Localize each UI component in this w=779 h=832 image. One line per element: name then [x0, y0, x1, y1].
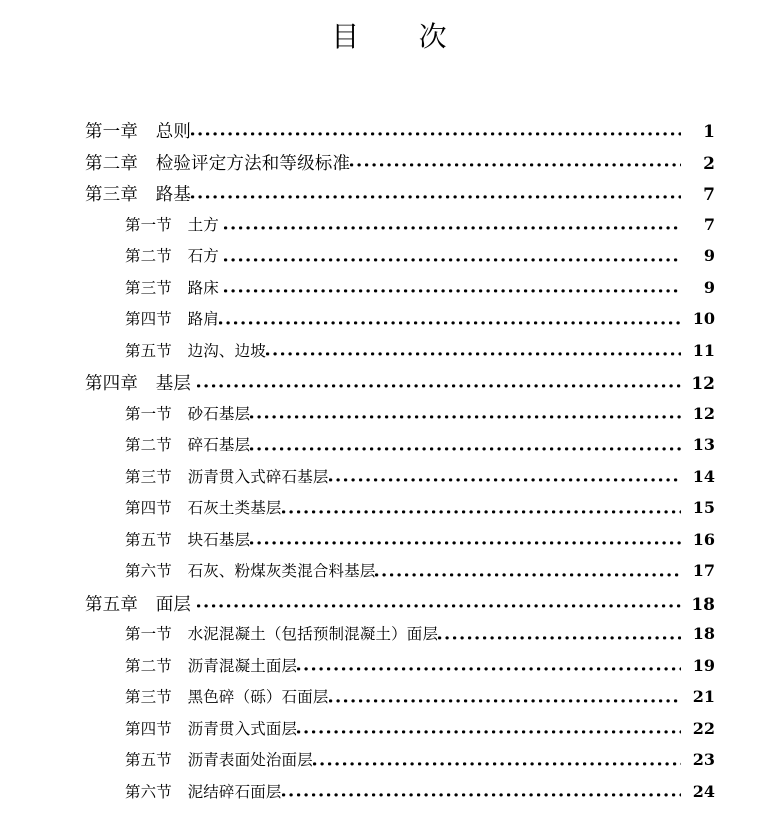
dot-leader	[329, 693, 681, 709]
toc-entry-section[interactable]	[0, 748, 779, 780]
toc-entry-page-number: 11	[692, 340, 715, 360]
toc-entry-chapter[interactable]	[0, 150, 779, 182]
toc-entry-section[interactable]	[0, 433, 779, 465]
toc-entry-page-number: 22	[692, 718, 715, 738]
toc-entry-chapter[interactable]	[0, 181, 779, 213]
toc-entry-label: 第一节 土方	[125, 215, 225, 234]
toc-entry-section[interactable]	[0, 528, 779, 560]
toc-entry-page-number: 9	[703, 277, 715, 297]
dot-leader	[297, 725, 681, 741]
dot-leader	[297, 662, 681, 678]
toc-entry-section[interactable]	[0, 496, 779, 528]
dot-leader	[250, 536, 681, 552]
toc-entry-page-number: 18	[692, 624, 715, 643]
dot-leader	[219, 315, 681, 331]
toc-entry-label: 第五节 沥青表面处治面层	[125, 751, 313, 769]
page-title: 目 次	[331, 20, 448, 53]
toc-entry-label: 第四章 基层	[85, 374, 197, 394]
toc-entry-page-number: 24	[692, 781, 715, 801]
toc-entry-page-number: 9	[703, 246, 715, 265]
dot-leader	[224, 221, 681, 237]
toc-entry-section[interactable]	[0, 717, 779, 749]
toc-entry-label: 第三节 路床	[125, 278, 225, 297]
toc-entry-page-number: 17	[692, 561, 715, 580]
toc-entry-label: 第一章 总则	[85, 122, 192, 142]
dot-leader	[438, 630, 681, 646]
toc-entry-label: 第二章 检验评定方法和等级标准	[85, 153, 351, 174]
toc-entry-section[interactable]	[0, 685, 779, 717]
toc-entry-section[interactable]	[0, 339, 779, 371]
dot-leader	[282, 788, 681, 804]
toc-entry-page-number: 10	[692, 309, 715, 328]
toc-entry-label: 第四节 路肩	[125, 310, 219, 328]
toc-entry-page-number: 12	[692, 403, 715, 423]
dot-leader	[282, 504, 681, 520]
dot-leader	[250, 410, 681, 426]
toc-entry-page-number: 7	[703, 185, 715, 205]
toc-entry-label: 第二节 碎石基层	[125, 436, 251, 454]
toc-entry-label: 第六节 泥结碎石面层	[125, 782, 282, 801]
toc-entry-page-number: 18	[691, 594, 715, 615]
table-of-contents	[0, 118, 779, 811]
toc-entry-chapter[interactable]	[0, 118, 779, 150]
toc-entry-section[interactable]	[0, 276, 779, 308]
toc-entry-label: 第五节 边沟、边坡	[125, 341, 266, 360]
dot-leader	[375, 567, 681, 583]
toc-entry-label: 第二节 沥青混凝土面层	[125, 656, 298, 675]
toc-entry-label: 第一节 砂石基层	[125, 404, 251, 423]
toc-entry-label: 第二节 石方	[125, 247, 225, 265]
dot-leader	[191, 125, 681, 143]
dot-leader	[224, 252, 681, 268]
toc-entry-label: 第五章 面层	[85, 594, 197, 615]
dot-leader	[350, 157, 681, 175]
dot-leader	[266, 347, 681, 363]
toc-entry-page-number: 2	[703, 153, 715, 174]
toc-entry-section[interactable]	[0, 654, 779, 686]
toc-entry-page-number: 23	[692, 750, 715, 769]
toc-entry-page-number: 7	[703, 214, 715, 234]
dot-leader	[250, 441, 681, 457]
toc-entry-chapter[interactable]	[0, 591, 779, 623]
toc-entry-label: 第四节 石灰土类基层	[125, 499, 282, 517]
toc-entry-section[interactable]	[0, 213, 779, 245]
dot-leader	[191, 188, 681, 206]
toc-entry-label: 第三节 黑色碎（砾）石面层	[125, 688, 329, 706]
toc-entry-section[interactable]	[0, 622, 779, 654]
toc-entry-page-number: 21	[692, 687, 715, 706]
dot-leader	[197, 377, 681, 395]
toc-entry-label: 第一节 水泥混凝土（包括预制混凝土）面层	[125, 625, 439, 643]
toc-entry-section[interactable]	[0, 307, 779, 339]
toc-entry-label: 第三章 路基	[85, 185, 192, 205]
dot-leader	[197, 598, 681, 616]
toc-entry-section[interactable]	[0, 465, 779, 497]
toc-entry-page-number: 16	[692, 529, 715, 549]
dot-leader	[329, 473, 681, 489]
toc-entry-label: 第五节 块石基层	[125, 530, 251, 549]
toc-entry-page-number: 14	[692, 466, 715, 486]
toc-entry-section[interactable]	[0, 402, 779, 434]
toc-entry-page-number: 13	[692, 435, 715, 454]
toc-entry-page-number: 1	[703, 122, 715, 142]
toc-entry-label: 第四节 沥青贯入式面层	[125, 719, 298, 738]
toc-entry-page-number: 15	[692, 498, 715, 517]
toc-entry-section[interactable]	[0, 559, 779, 591]
toc-entry-section[interactable]	[0, 244, 779, 276]
toc-entry-label: 第三节 沥青贯入式碎石基层	[125, 467, 329, 486]
toc-entry-page-number: 12	[691, 374, 715, 394]
toc-entry-chapter[interactable]	[0, 370, 779, 402]
dot-leader	[224, 284, 681, 300]
dot-leader	[313, 756, 681, 772]
toc-entry-section[interactable]	[0, 780, 779, 812]
toc-entry-label: 第六节 石灰、粉煤灰类混合料基层	[125, 562, 376, 580]
toc-entry-page-number: 19	[692, 655, 715, 675]
